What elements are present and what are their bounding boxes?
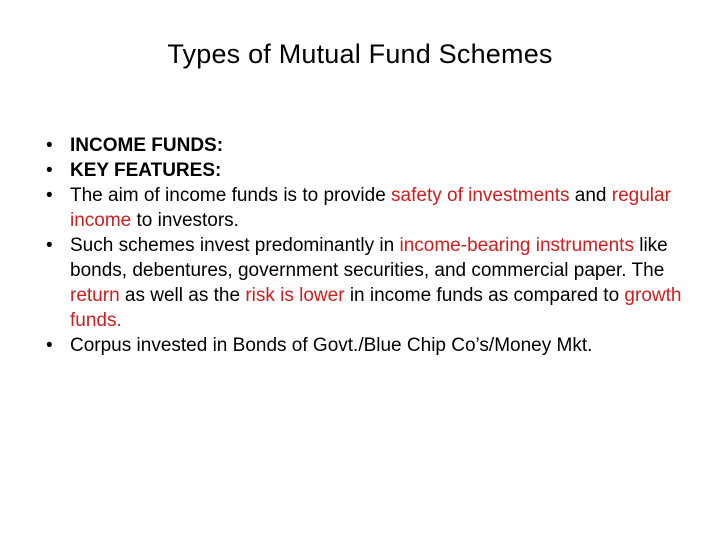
bullet-text: to investors. [131, 210, 239, 231]
bullet-text: The aim of income funds is to provide [70, 185, 392, 206]
bullet-text: INCOME FUNDS: [70, 135, 224, 156]
bullet-item [46, 133, 686, 158]
bullet-item [46, 233, 686, 333]
bullet-icon: • [46, 335, 53, 356]
bullet-text: as well as the [119, 285, 246, 306]
bullet-text: and [569, 185, 612, 206]
highlight-text: regular income [70, 185, 671, 231]
bullet-item [46, 158, 686, 183]
slide-title: Types of Mutual Fund Schemes [167, 39, 553, 69]
bullet-text: Such schemes invest predominantly in [70, 235, 400, 256]
bullet-text: KEY FEATURES: [70, 160, 222, 181]
bullet-icon: • [46, 135, 53, 156]
highlight-text: safety of investments [391, 185, 570, 206]
bullet-list [46, 133, 686, 358]
highlight-text: growth funds. [70, 285, 682, 331]
highlight-text: return [70, 285, 120, 306]
bullet-icon: • [46, 235, 53, 256]
bullet-text: Corpus invested in Bonds of Govt./Blue Chip Co’s/Money Mkt. [70, 335, 593, 356]
highlight-text: risk is lower [245, 285, 345, 306]
bullet-item [46, 333, 686, 358]
bullet-text: in income funds as compared to [344, 285, 625, 306]
bullet-icon: • [46, 160, 53, 181]
bullet-text: like bonds, debentures, government securities, and commercial paper. The [70, 235, 668, 281]
bullet-item [46, 183, 686, 233]
highlight-text: income-bearing instruments [399, 235, 634, 256]
bullet-icon: • [46, 185, 53, 206]
